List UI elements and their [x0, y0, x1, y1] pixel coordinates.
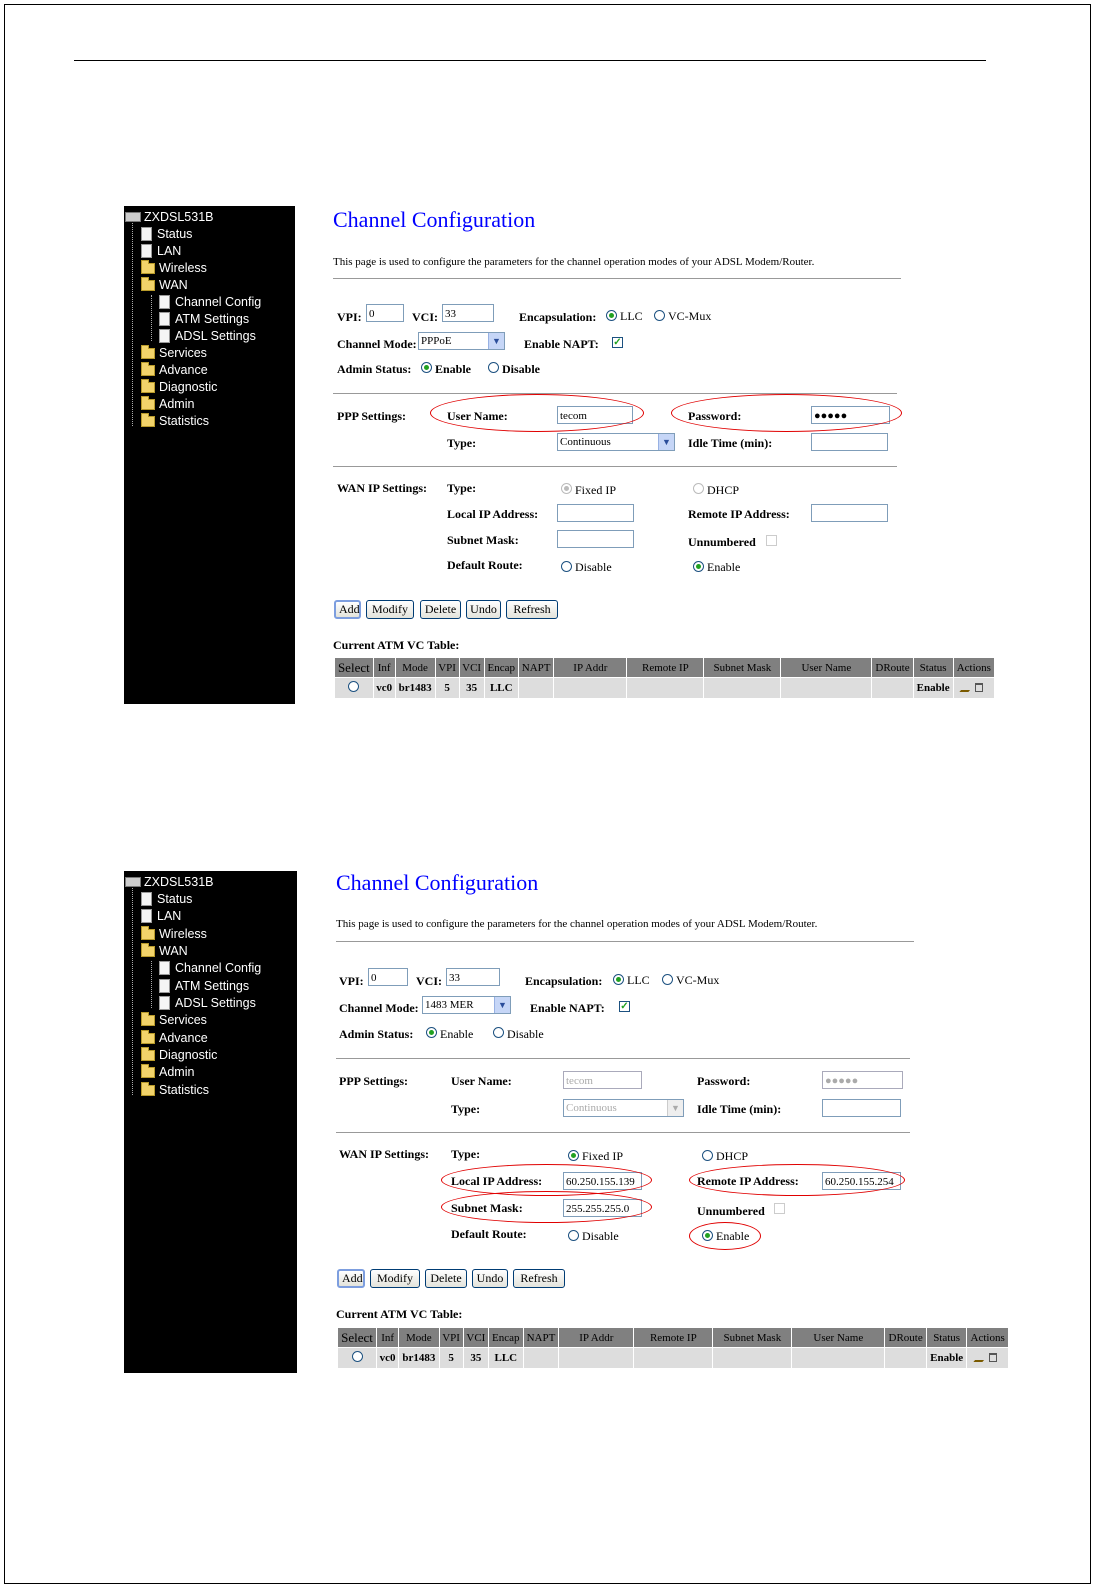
sidebar-item-admin[interactable]: Admin: [141, 1064, 194, 1080]
sidebar-item-wan[interactable]: WAN: [141, 943, 188, 959]
highlight-subnet-mask: [441, 1191, 652, 1223]
vci-input[interactable]: 33: [446, 968, 500, 986]
idle-time-input[interactable]: [822, 1099, 901, 1117]
tree-root[interactable]: ZXDSL531B: [125, 874, 213, 890]
idle-time-input[interactable]: [811, 433, 888, 451]
page-description: This page is used to configure the parameters for the channel operation modes of your ADSL Modem/Router.: [336, 918, 818, 930]
channel-mode-select[interactable]: 1483 MER ▼: [422, 996, 511, 1014]
table-row: vc0 br1483 5 35 LLC Enable: [335, 678, 995, 699]
page-icon: [141, 892, 152, 906]
sidebar-item-channel-config[interactable]: Channel Config: [159, 960, 261, 976]
vpi-input[interactable]: 0: [368, 968, 408, 986]
folder-icon: [141, 929, 155, 940]
folder-icon: [141, 348, 155, 359]
sidebar-item-atm-settings[interactable]: ATM Settings: [159, 311, 249, 327]
encap-llc-radio[interactable]: [606, 310, 617, 321]
encap-llc-radio[interactable]: [613, 974, 624, 985]
sidebar-item-services[interactable]: Services: [141, 345, 207, 361]
sidebar-item-lan[interactable]: LAN: [141, 908, 181, 924]
modify-button[interactable]: Modify: [370, 1269, 420, 1288]
undo-button[interactable]: Undo: [466, 600, 501, 619]
page-icon: [141, 244, 152, 258]
sidebar-item-lan[interactable]: LAN: [141, 243, 181, 259]
admin-enable-radio[interactable]: [426, 1027, 437, 1038]
header-rule: [74, 60, 986, 61]
page-icon: [159, 996, 170, 1010]
folder-icon: [141, 1033, 155, 1044]
folder-icon: [141, 382, 155, 393]
sidebar-tree: [124, 206, 295, 704]
row-select-radio[interactable]: [352, 1351, 363, 1362]
page-icon: [159, 312, 170, 326]
remote-ip-input[interactable]: 60.250.155.254: [822, 1172, 901, 1190]
computer-icon: [125, 877, 141, 887]
enable-napt-checkbox[interactable]: ✓: [613, 337, 622, 348]
table-title: Current ATM VC Table:: [336, 1307, 463, 1321]
sidebar-item-wireless[interactable]: Wireless: [141, 926, 207, 942]
highlight-remote-ip: [689, 1164, 905, 1196]
subnet-mask-input[interactable]: 255.255.255.0: [563, 1199, 642, 1217]
default-route-disable-radio[interactable]: [568, 1230, 579, 1241]
fixed-ip-radio[interactable]: [561, 483, 572, 494]
folder-icon: [141, 1067, 155, 1078]
remote-ip-input[interactable]: [811, 504, 888, 522]
admin-disable-radio[interactable]: [493, 1027, 504, 1038]
folder-icon: [141, 365, 155, 376]
page-description: This page is used to configure the parameters for the channel operation modes of your ADSL Modem/Router.: [333, 256, 815, 268]
fixed-ip-radio[interactable]: [568, 1150, 579, 1161]
subnet-mask-input[interactable]: [557, 530, 634, 548]
encap-vcmux-radio[interactable]: [654, 310, 665, 321]
folder-icon: [141, 1015, 155, 1026]
page-icon: [159, 979, 170, 993]
undo-button[interactable]: Undo: [472, 1269, 508, 1288]
channel-mode-select[interactable]: PPPoE ▼: [418, 332, 505, 350]
sidebar-item-status[interactable]: Status: [141, 226, 192, 242]
folder-icon: [141, 1085, 155, 1096]
sidebar-item-wireless[interactable]: Wireless: [141, 260, 207, 276]
admin-enable-radio[interactable]: [421, 362, 432, 373]
add-button[interactable]: Add: [334, 600, 361, 619]
password-input[interactable]: ●●●●●: [822, 1071, 903, 1089]
vci-input[interactable]: 33: [442, 304, 494, 322]
local-ip-input[interactable]: [557, 504, 634, 522]
dhcp-radio[interactable]: [693, 483, 704, 494]
page-icon: [159, 961, 170, 975]
sidebar-item-admin[interactable]: Admin: [141, 396, 194, 412]
folder-open-icon: [141, 946, 155, 957]
page-title: Channel Configuration: [336, 870, 539, 895]
sidebar-item-status[interactable]: Status: [141, 891, 192, 907]
modify-button[interactable]: Modify: [366, 600, 414, 619]
sidebar-item-advance[interactable]: Advance: [141, 1030, 208, 1046]
tree-root[interactable]: ZXDSL531B: [125, 209, 213, 225]
unnumbered-checkbox[interactable]: [766, 535, 777, 546]
highlight-default-route-enable: [689, 1222, 761, 1250]
trash-icon[interactable]: [975, 683, 983, 692]
table-title: Current ATM VC Table:: [333, 638, 460, 652]
atm-vc-table: Select Inf Mode VPI VCI Encap NAPT IP Addr Remote IP Subnet Mask User Name DRoute Status Actions vc0 br1483 5 35 LLC Enable: [337, 1327, 1009, 1369]
sidebar-item-adsl-settings[interactable]: ADSL Settings: [159, 995, 256, 1011]
atm-vc-table: Select Inf Mode VPI VCI Encap NAPT IP Addr Remote IP Subnet Mask User Name DRoute Status Actions vc0 br1483 5 35 LLC Enable: [334, 657, 995, 699]
sidebar-item-advance[interactable]: Advance: [141, 362, 208, 378]
highlight-password: [671, 394, 902, 432]
dhcp-radio[interactable]: [702, 1150, 713, 1161]
password-input[interactable]: ●●●●●: [811, 406, 890, 424]
folder-icon: [141, 1050, 155, 1061]
trash-icon[interactable]: [989, 1353, 997, 1362]
row-select-radio[interactable]: [348, 681, 359, 692]
chevron-down-icon: ▼: [494, 997, 510, 1013]
chevron-down-icon: ▼: [658, 434, 674, 450]
default-route-enable-radio[interactable]: [693, 561, 704, 572]
sidebar-tree: [124, 871, 297, 1373]
chevron-down-icon: ▼: [667, 1100, 683, 1116]
add-button[interactable]: Add: [337, 1269, 365, 1288]
sidebar-item-statistics[interactable]: Statistics: [141, 1082, 209, 1098]
sidebar-item-atm-settings[interactable]: ATM Settings: [159, 978, 249, 994]
folder-icon: [141, 416, 155, 427]
ppp-type-select[interactable]: Continuous ▼: [557, 433, 675, 451]
admin-disable-radio[interactable]: [488, 362, 499, 373]
sidebar-item-wan[interactable]: WAN: [141, 277, 188, 293]
page-icon: [141, 909, 152, 923]
highlight-user-name: [430, 394, 644, 432]
folder-icon: [141, 263, 155, 274]
table-row: vc0 br1483 5 35 LLC Enable: [338, 1348, 1009, 1369]
sidebar-item-statistics[interactable]: Statistics: [141, 413, 209, 429]
page-icon: [159, 329, 170, 343]
computer-icon: [125, 212, 141, 222]
vpi-input[interactable]: 0: [366, 304, 404, 322]
enable-napt-checkbox[interactable]: ✓: [620, 1001, 629, 1012]
page-title: Channel Configuration: [333, 207, 536, 232]
sidebar-item-services[interactable]: Services: [141, 1012, 207, 1028]
chevron-down-icon: ▼: [488, 333, 504, 349]
user-name-input[interactable]: tecom: [563, 1071, 642, 1089]
sidebar-item-diagnostic[interactable]: Diagnostic: [141, 379, 217, 395]
sidebar-item-adsl-settings[interactable]: ADSL Settings: [159, 328, 256, 344]
page-icon: [159, 295, 170, 309]
refresh-button[interactable]: Refresh: [513, 1269, 565, 1288]
refresh-button[interactable]: Refresh: [506, 600, 558, 619]
folder-icon: [141, 399, 155, 410]
unnumbered-checkbox[interactable]: [774, 1203, 785, 1214]
delete-button[interactable]: Delete: [420, 600, 461, 619]
folder-open-icon: [141, 280, 155, 291]
default-route-disable-radio[interactable]: [561, 561, 572, 572]
delete-button[interactable]: Delete: [425, 1269, 467, 1288]
sidebar-item-diagnostic[interactable]: Diagnostic: [141, 1047, 217, 1063]
page-icon: [141, 227, 152, 241]
local-ip-input[interactable]: 60.250.155.139: [563, 1172, 642, 1190]
user-name-input[interactable]: tecom: [557, 406, 633, 424]
sidebar-item-channel-config[interactable]: Channel Config: [159, 294, 261, 310]
ppp-type-select[interactable]: Continuous ▼: [563, 1099, 684, 1117]
encap-vcmux-radio[interactable]: [662, 974, 673, 985]
